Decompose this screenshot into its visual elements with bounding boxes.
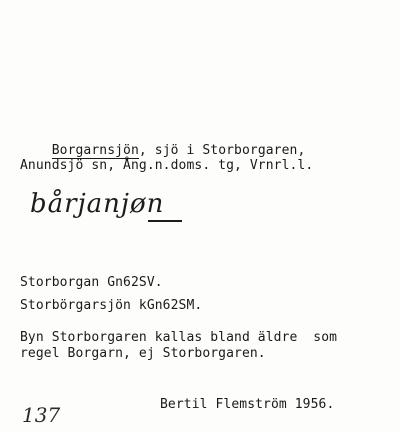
parish-line: Anundsjö sn, Ång.n.doms. tg, Vrnrl.l. bbox=[20, 158, 314, 173]
card-number: 137 bbox=[22, 403, 61, 427]
signature: Bertil Flemström 1956. bbox=[160, 397, 335, 412]
map-reference-2: Storbörgarsjön kGn62SM. bbox=[20, 298, 203, 313]
map-reference-1: Storborgan Gn62SV. bbox=[20, 275, 163, 290]
handwritten-pronunciation: bårjanjøn bbox=[30, 189, 165, 219]
headword: Borgarnsjön bbox=[51, 143, 139, 158]
note-line-1: Byn Storborgaren kallas bland äldre som bbox=[20, 330, 338, 345]
headword-description: , sjö i Storborgaren, bbox=[138, 143, 306, 158]
note-line-2: regel Borgarn, ej Storborgaren. bbox=[20, 346, 266, 361]
pronunciation-underline bbox=[148, 220, 182, 222]
